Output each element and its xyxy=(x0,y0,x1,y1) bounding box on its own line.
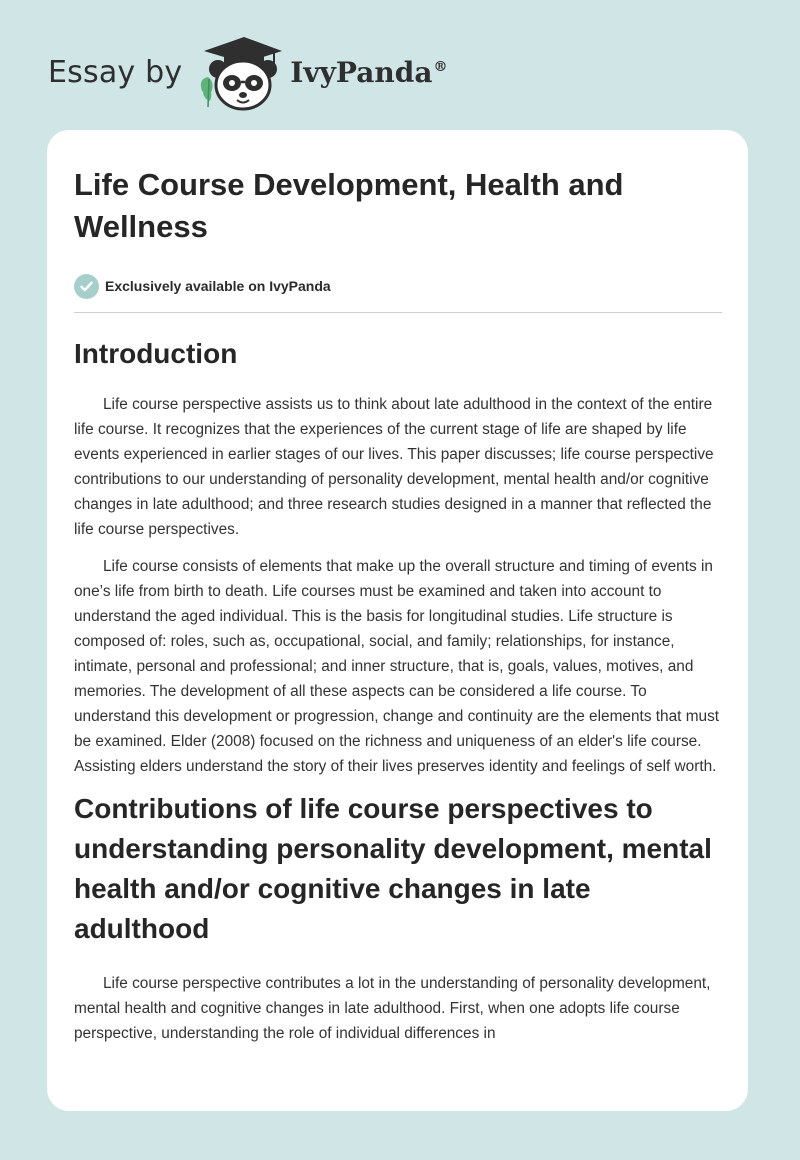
paragraph: Life course perspective assists us to think about late adulthood in the context of the entire life course. It recognizes that the experiences of the current stage of life are shaped by life events experienced in earlier stages of our lives. This paper discusses; life course perspective contributions to our understanding of personality development, mental health and/or cognitive changes in late adulthood; and three research studies designed in a manner that reflected the life course perspectives. xyxy=(74,396,714,538)
article-title: Life Course Development, Health and Wellness xyxy=(74,167,624,244)
divider xyxy=(74,312,722,313)
registered-mark: ® xyxy=(433,59,448,76)
brand-header xyxy=(48,32,447,112)
brand-name-text: IvyPanda xyxy=(290,55,433,89)
exclusive-badge xyxy=(74,273,721,299)
brand-name xyxy=(290,56,447,89)
panda-graduate-icon xyxy=(196,33,282,111)
section-heading-introduction: Introduction xyxy=(74,338,238,369)
paragraph: Life course perspective contributes a lot in the understanding of personality development, mental health and cognitive changes in late adulthood. First, when one adopts life course perspective, understanding the role of individual differences in xyxy=(74,975,711,1042)
article-card xyxy=(47,130,748,1111)
exclusive-label: Exclusively available on IvyPanda xyxy=(105,278,331,294)
paragraph: Life course consists of elements that make up the overall structure and timing of events in one’s life from birth to death. Life courses must be examined and taken into account to understand the aged individual. This is the basis for longitudinal studies. Life structure is composed of: roles, such as, occupational, social, and family; relationships, for instance, intimate, personal and professional; and inner structure, that is, goals, values, motives, and memories. The development of all these aspects can be considered a life course. To understand this development or progression, change and continuity are the elements that must be examined. Elder (2008) focused on the richness and uniqueness of an elder's life course. Assisting elders understand the story of their lives preserves identity and feelings of self worth. xyxy=(74,558,720,775)
check-circle-icon xyxy=(74,274,99,299)
brand-prefix: Essay by xyxy=(48,54,183,90)
section-heading-contributions: Contributions of life course perspectives to understanding personality development, mental health and/or cognitive changes in late adulthood xyxy=(74,793,712,944)
